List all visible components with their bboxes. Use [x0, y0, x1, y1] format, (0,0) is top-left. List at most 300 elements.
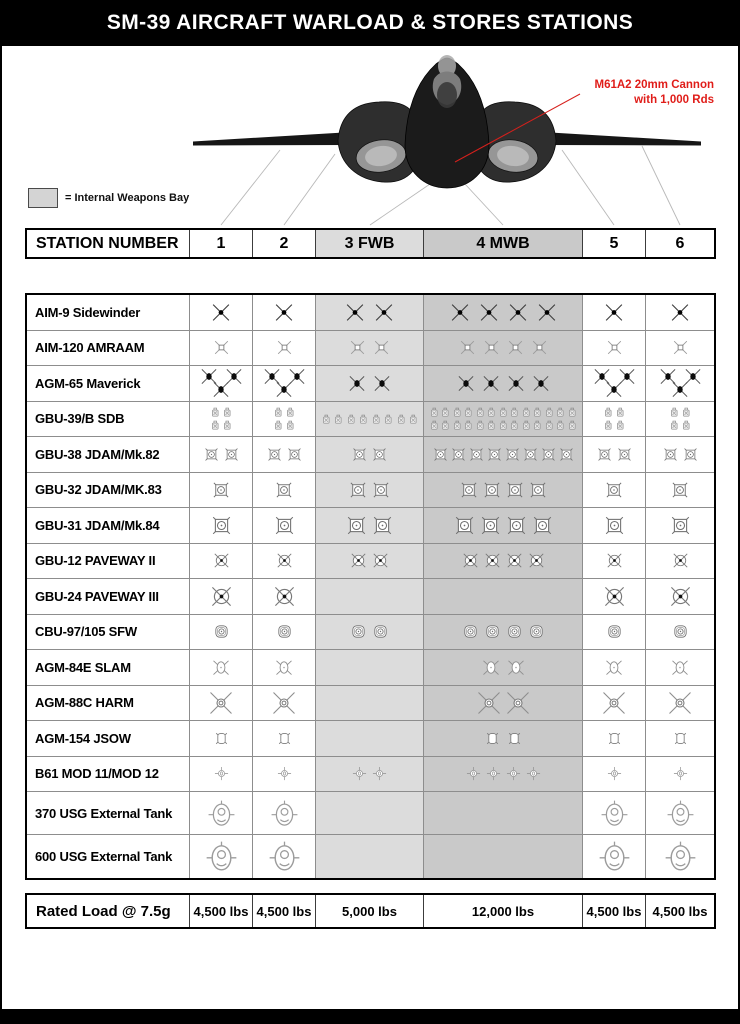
- sdb-icon: [603, 406, 614, 419]
- title-bar: [0, 0, 740, 46]
- jdam-m-icon: [483, 481, 501, 499]
- weapon-qty-cell: [424, 544, 583, 579]
- weapon-row: [27, 686, 714, 722]
- weapon-row: [27, 508, 714, 544]
- amraam-icon: [530, 338, 549, 357]
- jdam-s-icon: [505, 447, 520, 462]
- jdam-l-icon: [274, 515, 295, 536]
- sdb-icon: [681, 419, 692, 432]
- weapon-row: [27, 402, 714, 438]
- weapon-row: [27, 366, 714, 402]
- sdb-icon: [475, 406, 486, 419]
- jdam-l-icon: [211, 515, 232, 536]
- sdb-icon: [429, 419, 440, 432]
- sdb-icon: [615, 419, 626, 432]
- tank-s-icon: [208, 798, 235, 829]
- rated-load-value: 4,500 lbs: [190, 895, 253, 927]
- cannon-callout: [594, 78, 714, 108]
- jsow-icon: [484, 729, 501, 748]
- weapon-qty-cell: [316, 757, 424, 792]
- station-cell: 5: [583, 230, 646, 257]
- jsow-icon: [276, 729, 293, 748]
- rated-load-label: Rated Load @ 7.5g: [27, 895, 190, 927]
- b61-icon: [673, 766, 688, 781]
- jdam-s-icon: [541, 447, 556, 462]
- sdb-icon: [371, 413, 382, 426]
- weapon-qty-cell: [583, 508, 646, 543]
- weapon-qty-cell: [316, 473, 424, 508]
- cbu-icon: [506, 623, 523, 640]
- sdb-icon: [475, 419, 486, 432]
- sdb-icon: [669, 419, 680, 432]
- weapon-qty-cell: [424, 579, 583, 614]
- maverick-icon: [505, 374, 527, 393]
- weapon-qty-cell: [646, 835, 714, 878]
- jdam-s-icon: [597, 447, 612, 462]
- weapon-qty-cell: [646, 686, 714, 721]
- jdam-s-icon: [224, 447, 239, 462]
- sdb-icon: [498, 406, 509, 419]
- sdb-icon: [358, 413, 369, 426]
- weapon-row-label: AGM-65 Maverick: [27, 366, 190, 401]
- weapon-qty-cell: [316, 792, 424, 834]
- sdb-icon: [273, 419, 284, 432]
- weapon-row-label: B61 MOD 11/MOD 12: [27, 757, 190, 792]
- weapon-qty-cell: [253, 757, 316, 792]
- jdam-m-icon: [506, 481, 524, 499]
- left-wing: [193, 132, 352, 146]
- sdb-icon: [210, 419, 221, 432]
- weapon-qty-cell: [583, 331, 646, 366]
- rated-load-table: [25, 893, 716, 929]
- cbu-icon: [462, 623, 479, 640]
- weapon-qty-cell: [583, 792, 646, 834]
- weapon-qty-cell: [316, 331, 424, 366]
- jdam-m-icon: [275, 481, 293, 499]
- jdam-l-icon: [480, 515, 501, 536]
- sdb-icon: [396, 413, 407, 426]
- cannon-callout-line2: with 1,000 Rds: [634, 94, 714, 107]
- legend-label: = Internal Weapons Bay: [65, 192, 190, 204]
- slam-icon: [211, 655, 231, 680]
- weapon-qty-cell: [316, 615, 424, 650]
- weapon-qty-cell: [190, 686, 253, 721]
- aim9-icon: [209, 302, 233, 323]
- sdb-icon: [544, 419, 555, 432]
- paveway-s-icon: [350, 552, 367, 569]
- weapon-qty-cell: [316, 686, 424, 721]
- aim9-icon: [343, 302, 367, 323]
- weapon-row: [27, 295, 714, 331]
- weapon-row: [27, 650, 714, 686]
- jdam-s-icon: [469, 447, 484, 462]
- weapon-qty-cell: [646, 366, 714, 401]
- weapon-row: [27, 757, 714, 793]
- weapon-qty-cell: [253, 650, 316, 685]
- weapon-row-label: 370 USG External Tank: [27, 792, 190, 834]
- cannon-callout-line1: M61A2 20mm Cannon: [594, 79, 714, 91]
- page-title: SM-39 AIRCRAFT WARLOAD & STORES STATIONS: [106, 11, 634, 34]
- weapon-qty-cell: [316, 650, 424, 685]
- jdam-s-icon: [523, 447, 538, 462]
- weapon-qty-cell: [424, 437, 583, 472]
- weapon-qty-cell: [583, 757, 646, 792]
- jsow-icon: [213, 729, 230, 748]
- tank-s-icon: [271, 798, 298, 829]
- paveway-s-icon: [672, 552, 689, 569]
- amraam-icon: [372, 338, 391, 357]
- paveway-l-icon: [669, 585, 692, 608]
- cbu-icon: [276, 623, 293, 640]
- b61-icon: [607, 766, 622, 781]
- weapon-qty-cell: [646, 402, 714, 437]
- maverick-icon: [273, 380, 295, 399]
- weapon-row: [27, 835, 714, 878]
- sdb-icon: [383, 413, 394, 426]
- weapon-row-label: GBU-38 JDAM/Mk.82: [27, 437, 190, 472]
- paveway-s-icon: [506, 552, 523, 569]
- maverick-icon: [371, 374, 393, 393]
- weapon-row-label: AIM-120 AMRAAM: [27, 331, 190, 366]
- weapon-qty-cell: [190, 615, 253, 650]
- weapon-qty-cell: [316, 579, 424, 614]
- jdam-s-icon: [663, 447, 678, 462]
- tank-l-icon: [269, 839, 300, 874]
- weapon-qty-cell: [646, 721, 714, 756]
- jdam-s-icon: [559, 447, 574, 462]
- weapon-row: [27, 792, 714, 835]
- sdb-icon: [509, 406, 520, 419]
- jdam-m-icon: [349, 481, 367, 499]
- weapon-row: [27, 721, 714, 757]
- weapon-row: [27, 473, 714, 509]
- sdb-icon: [285, 406, 296, 419]
- sdb-icon: [498, 419, 509, 432]
- weapon-qty-cell: [253, 579, 316, 614]
- cockpit-glass: [437, 82, 457, 108]
- amraam-icon: [671, 338, 690, 357]
- sdb-icon: [544, 406, 555, 419]
- weapon-qty-cell: [646, 579, 714, 614]
- weapon-qty-cell: [583, 473, 646, 508]
- weapon-qty-cell: [646, 437, 714, 472]
- paveway-s-icon: [462, 552, 479, 569]
- paveway-s-icon: [213, 552, 230, 569]
- maverick-icon: [346, 374, 368, 393]
- weapon-qty-cell: [190, 721, 253, 756]
- weapon-qty-cell: [424, 615, 583, 650]
- paveway-l-icon: [273, 585, 296, 608]
- amraam-icon: [482, 338, 501, 357]
- jdam-s-icon: [433, 447, 448, 462]
- jdam-s-icon: [204, 447, 219, 462]
- weapon-qty-cell: [316, 721, 424, 756]
- jdam-l-icon: [372, 515, 393, 536]
- tank-s-icon: [601, 798, 628, 829]
- weapon-row-label: GBU-12 PAVEWAY II: [27, 544, 190, 579]
- legend-swatch: [28, 188, 58, 208]
- weapon-row-label: AGM-88C HARM: [27, 686, 190, 721]
- weapon-row-label: CBU-97/105 SFW: [27, 615, 190, 650]
- weapon-qty-cell: [253, 721, 316, 756]
- sdb-icon: [440, 406, 451, 419]
- rated-load-value: 4,500 lbs: [652, 903, 708, 919]
- weapon-qty-cell: [253, 615, 316, 650]
- weapon-qty-cell: [424, 295, 583, 330]
- weapon-qty-cell: [424, 835, 583, 878]
- weapon-qty-cell: [190, 792, 253, 834]
- weapon-qty-cell: [424, 508, 583, 543]
- jdam-m-icon: [212, 481, 230, 499]
- station-cell: 3 FWB: [316, 230, 424, 257]
- weapon-row: [27, 437, 714, 473]
- weapon-qty-cell: [424, 402, 583, 437]
- jdam-s-icon: [487, 447, 502, 462]
- weapon-qty-cell: [190, 473, 253, 508]
- amraam-icon: [506, 338, 525, 357]
- footer-bar: [0, 1009, 740, 1024]
- weapon-qty-cell: [583, 544, 646, 579]
- weapon-qty-cell: [583, 835, 646, 878]
- slam-icon: [506, 655, 526, 680]
- weapon-qty-cell: [316, 402, 424, 437]
- sdb-icon: [532, 406, 543, 419]
- aim9-icon: [372, 302, 396, 323]
- weapon-qty-cell: [646, 792, 714, 834]
- jdam-l-icon: [532, 515, 553, 536]
- jdam-m-icon: [372, 481, 390, 499]
- weapon-qty-cell: [316, 835, 424, 878]
- b61-icon: [372, 766, 387, 781]
- harm-icon: [602, 691, 626, 715]
- paveway-l-icon: [210, 585, 233, 608]
- weapon-qty-cell: [190, 544, 253, 579]
- jdam-s-icon: [372, 447, 387, 462]
- sdb-icon: [408, 413, 419, 426]
- sdb-icon: [210, 406, 221, 419]
- weapon-qty-cell: [424, 473, 583, 508]
- jdam-s-icon: [267, 447, 282, 462]
- jdam-m-icon: [605, 481, 623, 499]
- paveway-l-icon: [603, 585, 626, 608]
- weapon-qty-cell: [190, 437, 253, 472]
- station-cell: 6: [675, 234, 685, 252]
- weapon-qty-cell: [583, 579, 646, 614]
- b61-icon: [466, 766, 481, 781]
- paveway-s-icon: [276, 552, 293, 569]
- weapon-qty-cell: [424, 721, 583, 756]
- weapon-qty-cell: [424, 686, 583, 721]
- sdb-icon: [521, 406, 532, 419]
- harm-icon: [506, 691, 530, 715]
- amraam-icon: [212, 338, 231, 357]
- weapon-qty-cell: [190, 579, 253, 614]
- b61-icon: [352, 766, 367, 781]
- weapon-qty-cell: [424, 792, 583, 834]
- cbu-icon: [372, 623, 389, 640]
- rated-load-value: 4,500 lbs: [253, 895, 316, 927]
- weapon-qty-cell: [190, 835, 253, 878]
- harm-icon: [272, 691, 296, 715]
- weapon-row-label: GBU-31 JDAM/Mk.84: [27, 508, 190, 543]
- weapon-row: [27, 615, 714, 651]
- aim9-icon: [602, 302, 626, 323]
- weapon-qty-cell: [646, 757, 714, 792]
- jdam-l-icon: [604, 515, 625, 536]
- weapon-qty-cell: [253, 544, 316, 579]
- sdb-icon: [669, 406, 680, 419]
- weapon-qty-cell: [316, 544, 424, 579]
- weapon-qty-cell: [583, 686, 646, 721]
- weapon-qty-cell: [424, 331, 583, 366]
- jdam-l-icon: [346, 515, 367, 536]
- station-cell: 2: [253, 230, 316, 257]
- aim9-icon: [448, 302, 472, 323]
- weapon-qty-cell: [190, 757, 253, 792]
- weapon-qty-cell: [253, 473, 316, 508]
- weapon-row-label: 600 USG External Tank: [27, 835, 190, 878]
- weapon-qty-cell: [253, 835, 316, 878]
- harm-icon: [477, 691, 501, 715]
- slam-icon: [481, 655, 501, 680]
- weapon-qty-cell: [316, 366, 424, 401]
- jsow-icon: [506, 729, 523, 748]
- weapon-row-label: GBU-39/B SDB: [27, 402, 190, 437]
- tank-s-icon: [667, 798, 694, 829]
- maverick-icon: [455, 374, 477, 393]
- jdam-s-icon: [683, 447, 698, 462]
- slam-icon: [274, 655, 294, 680]
- weapon-qty-cell: [646, 473, 714, 508]
- sdb-icon: [321, 413, 332, 426]
- aircraft-figure: [0, 46, 740, 228]
- sdb-icon: [567, 406, 578, 419]
- cbu-icon: [213, 623, 230, 640]
- sdb-icon: [509, 419, 520, 432]
- weapon-qty-cell: [253, 437, 316, 472]
- weapon-qty-cell: [316, 508, 424, 543]
- weapon-row: [27, 544, 714, 580]
- weapon-row-label: GBU-24 PAVEWAY III: [27, 579, 190, 614]
- sdb-icon: [681, 406, 692, 419]
- cbu-icon: [528, 623, 545, 640]
- sdb-icon: [615, 406, 626, 419]
- weapon-qty-cell: [190, 295, 253, 330]
- weapon-qty-cell: [316, 437, 424, 472]
- weapon-qty-cell: [646, 615, 714, 650]
- slam-icon: [670, 655, 690, 680]
- rated-load-value: 4,500 lbs: [583, 895, 646, 927]
- amraam-icon: [458, 338, 477, 357]
- weapon-qty-cell: [253, 295, 316, 330]
- sdb-icon: [333, 413, 344, 426]
- paveway-s-icon: [606, 552, 623, 569]
- weapon-qty-cell: [253, 366, 316, 401]
- weapon-qty-cell: [424, 366, 583, 401]
- jdam-m-icon: [529, 481, 547, 499]
- sdb-icon: [463, 419, 474, 432]
- maverick-icon: [603, 380, 625, 399]
- sdb-icon: [555, 406, 566, 419]
- b61-icon: [214, 766, 229, 781]
- weapon-row: [27, 331, 714, 367]
- weapon-qty-cell: [190, 402, 253, 437]
- cbu-icon: [672, 623, 689, 640]
- sdb-icon: [452, 419, 463, 432]
- harm-icon: [668, 691, 692, 715]
- sdb-icon: [429, 406, 440, 419]
- weapon-qty-cell: [646, 650, 714, 685]
- weapon-row: [27, 579, 714, 615]
- weapon-qty-cell: [253, 686, 316, 721]
- sdb-icon: [346, 413, 357, 426]
- station-table-header: STATION NUMBER: [27, 230, 190, 257]
- weapon-row-label: GBU-32 JDAM/MK.83: [27, 473, 190, 508]
- tank-l-icon: [599, 839, 630, 874]
- weapon-qty-cell: [583, 437, 646, 472]
- station-cell: 1: [190, 230, 253, 257]
- aim9-icon: [272, 302, 296, 323]
- jsow-icon: [672, 729, 689, 748]
- maverick-icon: [530, 374, 552, 393]
- weapon-qty-cell: [253, 792, 316, 834]
- sdb-icon: [486, 419, 497, 432]
- aim9-icon: [477, 302, 501, 323]
- weapon-qty-cell: [583, 366, 646, 401]
- sdb-icon: [273, 406, 284, 419]
- weapon-row-label: AIM-9 Sidewinder: [27, 295, 190, 330]
- weapon-row-label: AGM-154 JSOW: [27, 721, 190, 756]
- weapon-qty-cell: [253, 508, 316, 543]
- sdb-icon: [463, 406, 474, 419]
- jdam-l-icon: [670, 515, 691, 536]
- rated-load-value: 5,000 lbs: [316, 895, 424, 927]
- paveway-s-icon: [528, 552, 545, 569]
- sdb-icon: [555, 419, 566, 432]
- paveway-s-icon: [484, 552, 501, 569]
- b61-icon: [486, 766, 501, 781]
- sdb-icon: [521, 419, 532, 432]
- weapon-qty-cell: [646, 331, 714, 366]
- sdb-icon: [452, 406, 463, 419]
- b61-icon: [506, 766, 521, 781]
- sdb-icon: [222, 406, 233, 419]
- b61-icon: [526, 766, 541, 781]
- amraam-icon: [605, 338, 624, 357]
- weapon-qty-cell: [424, 757, 583, 792]
- station-number-table: [25, 228, 716, 259]
- jdam-l-icon: [506, 515, 527, 536]
- sdb-icon: [285, 419, 296, 432]
- b61-icon: [277, 766, 292, 781]
- sdb-icon: [440, 419, 451, 432]
- jsow-icon: [606, 729, 623, 748]
- weapon-qty-cell: [583, 721, 646, 756]
- amraam-icon: [348, 338, 367, 357]
- amraam-icon: [275, 338, 294, 357]
- jdam-l-icon: [454, 515, 475, 536]
- weapon-qty-cell: [583, 615, 646, 650]
- weapon-qty-cell: [424, 650, 583, 685]
- maverick-icon: [210, 380, 232, 399]
- weapon-qty-cell: [190, 331, 253, 366]
- weapon-qty-cell: [583, 295, 646, 330]
- harm-icon: [209, 691, 233, 715]
- cbu-icon: [484, 623, 501, 640]
- weapon-qty-cell: [646, 295, 714, 330]
- weapon-qty-cell: [583, 402, 646, 437]
- right-wing: [542, 132, 701, 146]
